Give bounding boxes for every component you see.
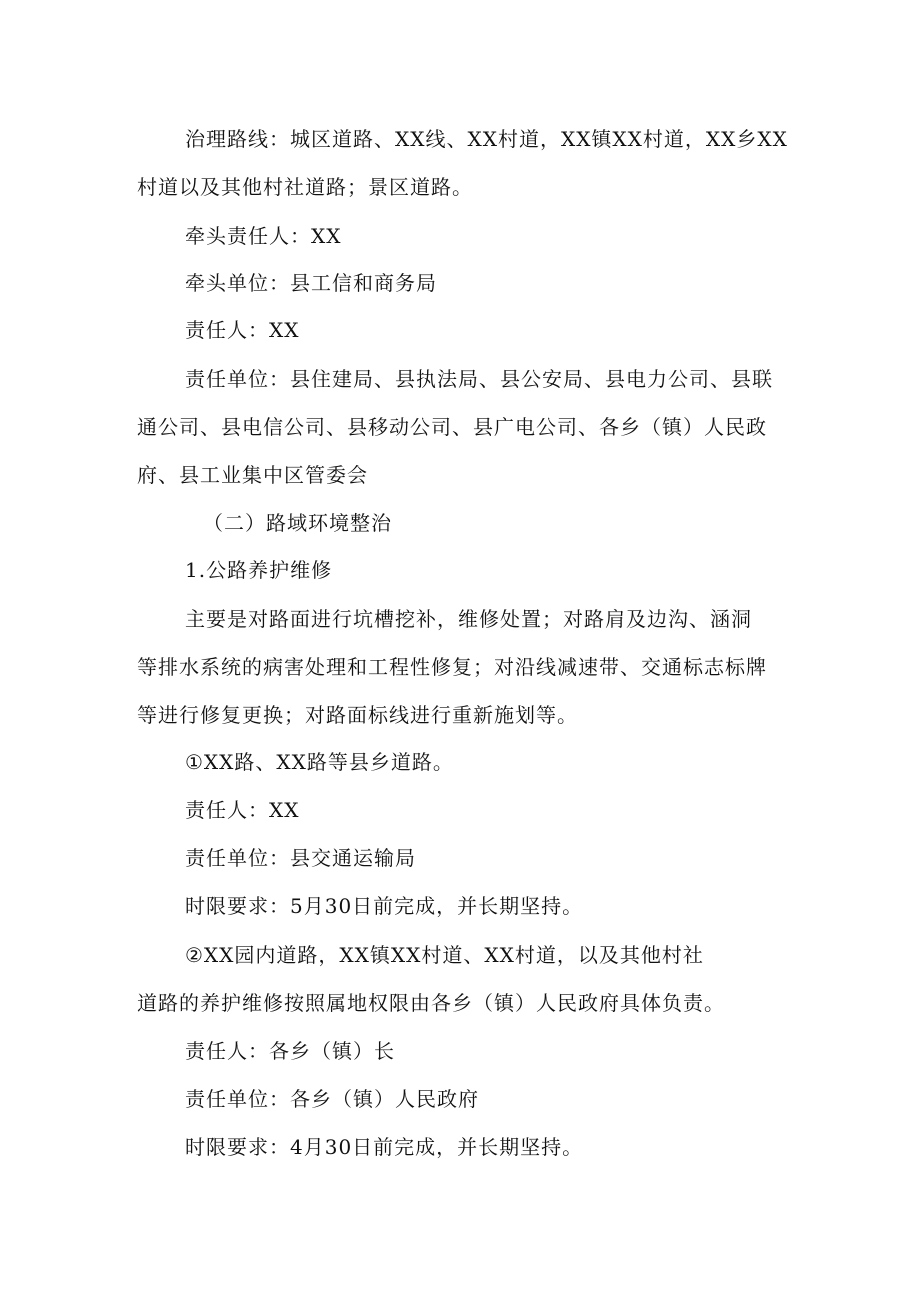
- text-line: 道路的养护维修按照属地权限由各乡（镇）人民政府具体负责。: [137, 991, 725, 1015]
- item-two-person-paragraph: [137, 1027, 792, 1075]
- section-heading: [137, 499, 792, 547]
- text-line: 责任单位：县住建局、县执法局、县公安局、县电力公司、县联: [185, 367, 773, 391]
- item-one-deadline-paragraph: [137, 882, 792, 930]
- maintenance-paragraph: [137, 595, 792, 739]
- text-line: 等排水系统的病害处理和工程性修复；对沿线减速带、交通标志标牌: [137, 655, 767, 679]
- text-line: 1.公路养护维修: [185, 558, 333, 582]
- text-line: 责任人：XX: [185, 318, 300, 342]
- text-line: 责任单位：各乡（镇）人民政府: [185, 1087, 479, 1111]
- item-one-paragraph: [137, 738, 792, 786]
- responsible-person-paragraph: [137, 306, 792, 354]
- text-line: ②XX园内道路，XX镇XX村道、XX村道，以及其他村社: [185, 943, 704, 967]
- text-line: 责任人：XX: [185, 798, 300, 822]
- text-line: 主要是对路面进行坑槽挖补，维修处置；对路肩及边沟、涵洞: [185, 607, 752, 631]
- text-line: 等进行修复更换；对路面标线进行重新施划等。: [137, 703, 578, 727]
- text-line: 责任人：各乡（镇）长: [185, 1039, 395, 1063]
- route-paragraph: [137, 115, 792, 211]
- text-line: 时限要求：4月30日前完成，并长期坚持。: [185, 1135, 584, 1159]
- item-one-unit-paragraph: [137, 834, 792, 882]
- text-line: 牵头责任人：XX: [185, 224, 342, 248]
- text-line: 治理路线：城区道路、XX线、XX村道，XX镇XX村道，XX乡XX: [185, 127, 788, 151]
- text-line: 村道以及其他村社道路；景区道路。: [137, 175, 473, 199]
- text-line: （二）路域环境整治: [203, 511, 392, 535]
- item-two-deadline-paragraph: [137, 1123, 792, 1171]
- text-line: 责任单位：县交通运输局: [185, 846, 416, 870]
- item-two-paragraph: [137, 931, 792, 1027]
- text-line: 府、县工业集中区管委会: [137, 463, 368, 487]
- lead-unit-paragraph: [137, 259, 792, 307]
- item-two-unit-paragraph: [137, 1075, 792, 1123]
- item-one-person-paragraph: [137, 786, 792, 834]
- lead-person-paragraph: [137, 212, 792, 260]
- subsection-heading: [137, 546, 792, 594]
- text-line: ①XX路、XX路等县乡道路。: [185, 750, 454, 774]
- text-line: 通公司、县电信公司、县移动公司、县广电公司、各乡（镇）人民政: [137, 415, 767, 439]
- text-line: 牵头单位：县工信和商务局: [185, 271, 437, 295]
- responsible-units-paragraph: [137, 355, 792, 499]
- text-line: 时限要求：5月30日前完成，并长期坚持。: [185, 894, 584, 918]
